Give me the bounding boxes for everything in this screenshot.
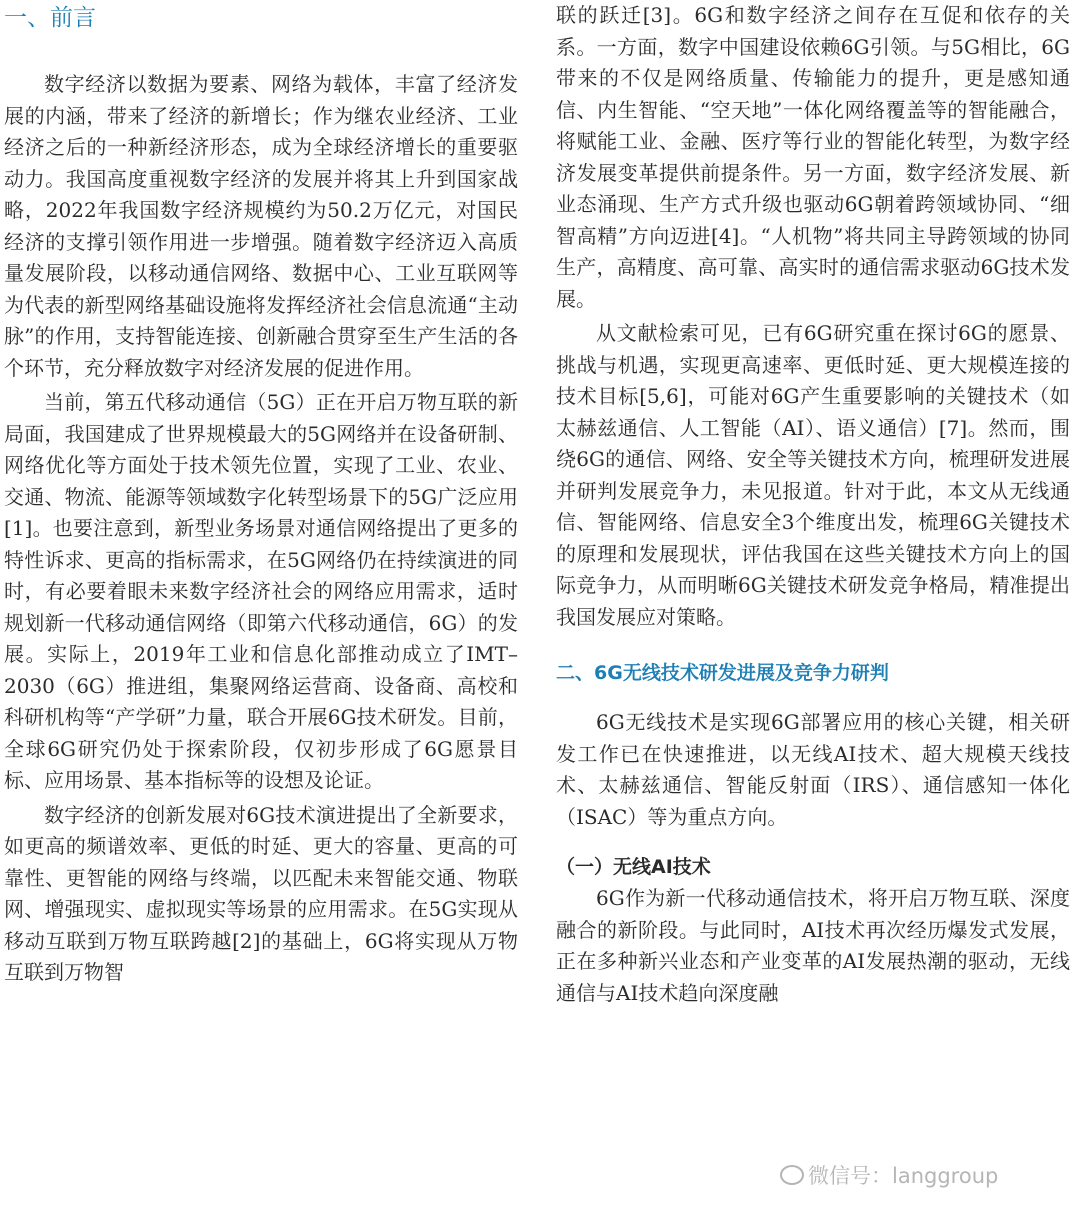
continued-paragraph: 联的跃迁[3]。6G和数字经济之间存在互促和依存的关系。一方面，数字中国建设依赖6G引领。与5G相比，6G带来的不仅是网络质量、传输能力的提升，更是感知通信、内生智能、“空天地”一体化网络覆盖等的智能融合，将赋能工业、金融、医疗等行业的智能化转型，为数字经济发展变革提供前提条件。另一方面，数字经济发展、新业态涌现、生产方式升级也驱动6G朝着跨领域协同、“细智高精”方向迈进[4]。“人机物”将共同主导跨领域的协同生产，高精度、高可靠、高实时的通信需求驱动6G技术发展。: [556, 3, 1070, 311]
section-heading-introduction: 一、前言: [4, 5, 96, 31]
left-column: [4, 0, 518, 989]
intro-paragraph-1: 数字经济以数据为要素、网络为载体，丰富了经济发展的内涵，带来了经济的新增长；作为继农业经济、工业经济之后的一种新经济形态，成为全球经济增长的重要驱动力。我国高度重视数字经济的发展并将其上升到国家战略，2022年我国数字经济规模约为50.2万亿元，对国民经济的支撑引领作用进一步增强。随着数字经济迈入高质量发展阶段，以移动通信网络、数据中心、工业互联网等为代表的新型网络基础设施将发挥经济社会信息流通“主动脉”的作用，支持智能连接、创新融合贯穿至生产生活的各个环节，充分释放数字对经济发展的促进作用。: [4, 72, 518, 380]
literature-paragraph: 从文献检索可见，已有6G研究重在探讨6G的愿景、挑战与机遇，实现更高速率、更低时延、更大规模连接的技术目标[5,6]，可能对6G产生重要影响的关键技术（如太赫兹通信、人工智能（AI）、语义通信）[7]。然而，围绕6G的通信、网络、安全等关键技术方向，梳理研发进展并研判发展竞争力，未见报道。针对于此，本文从无线通信、智能网络、信息安全3个维度出发，梳理6G关键技术的原理和发展现状，评估我国在这些关键技术方向上的国际竞争力，从而明晰6G关键技术研发竞争格局，精准提出我国发展应对策略。: [556, 321, 1070, 629]
intro-paragraph-2: 当前，第五代移动通信（5G）正在开启万物互联的新局面，我国建成了世界规模最大的5G网络并在设备研制、网络优化等方面处于技术领先位置，实现了工业、农业、交通、物流、能源等领域数字化转型场景下的5G广泛应用[1]。也要注意到，新型业务场景对通信网络提出了更多的特性诉求、更高的指标需求，在5G网络仍在持续演进的同时，有必要着眼未来数字经济社会的网络应用需求，适时规划新一代移动通信网络（即第六代移动通信，6G）的发展。实际上，2019年工业和信息化部推动成立了IMT–2030（6G）推进组，集聚网络运营商、设备商、高校和科研机构等“产学研”力量，联合开展6G技术研发。目前，全球6G研究仍处于探索阶段，仅初步形成了6G愿景目标、应用场景、基本指标等的设想及论证。: [4, 390, 518, 792]
wechat-watermark: [780, 1160, 998, 1190]
wireless-intro-paragraph: 6G无线技术是实现6G部署应用的核心关键，相关研发工作已在快速推进，以无线AI技术、超大规模天线技术、太赫兹通信、智能反射面（IRS）、通信感知一体化（ISAC）等为重点方向。: [556, 710, 1070, 829]
wechat-icon: [780, 1165, 804, 1185]
right-column: [556, 0, 1070, 1009]
wireless-ai-paragraph: 6G作为新一代移动通信技术，将开启万物互联、深度融合的新阶段。与此同时，AI技术再次经历爆发式发展，正在多种新兴业态和产业变革的AI发展热潮的驱动，无线通信与AI技术趋向深度融: [556, 886, 1070, 1005]
subsection-heading-wireless-ai: （一）无线AI技术: [556, 856, 711, 878]
section-heading-wireless: 二、6G无线技术研发进展及竞争力研判: [556, 662, 889, 684]
watermark-text: 微信号：langgroup: [808, 1164, 999, 1188]
intro-paragraph-3: 数字经济的创新发展对6G技术演进提出了全新要求，如更高的频谱效率、更低的时延、更大的容量、更高的可靠性、更智能的网络与终端，以匹配未来智能交通、物联网、增强现实、虚拟现实等场景的应用需求。在5G实现从移动互联到万物互联跨越[2]的基础上，6G将实现从万物互联到万物智: [4, 802, 518, 984]
